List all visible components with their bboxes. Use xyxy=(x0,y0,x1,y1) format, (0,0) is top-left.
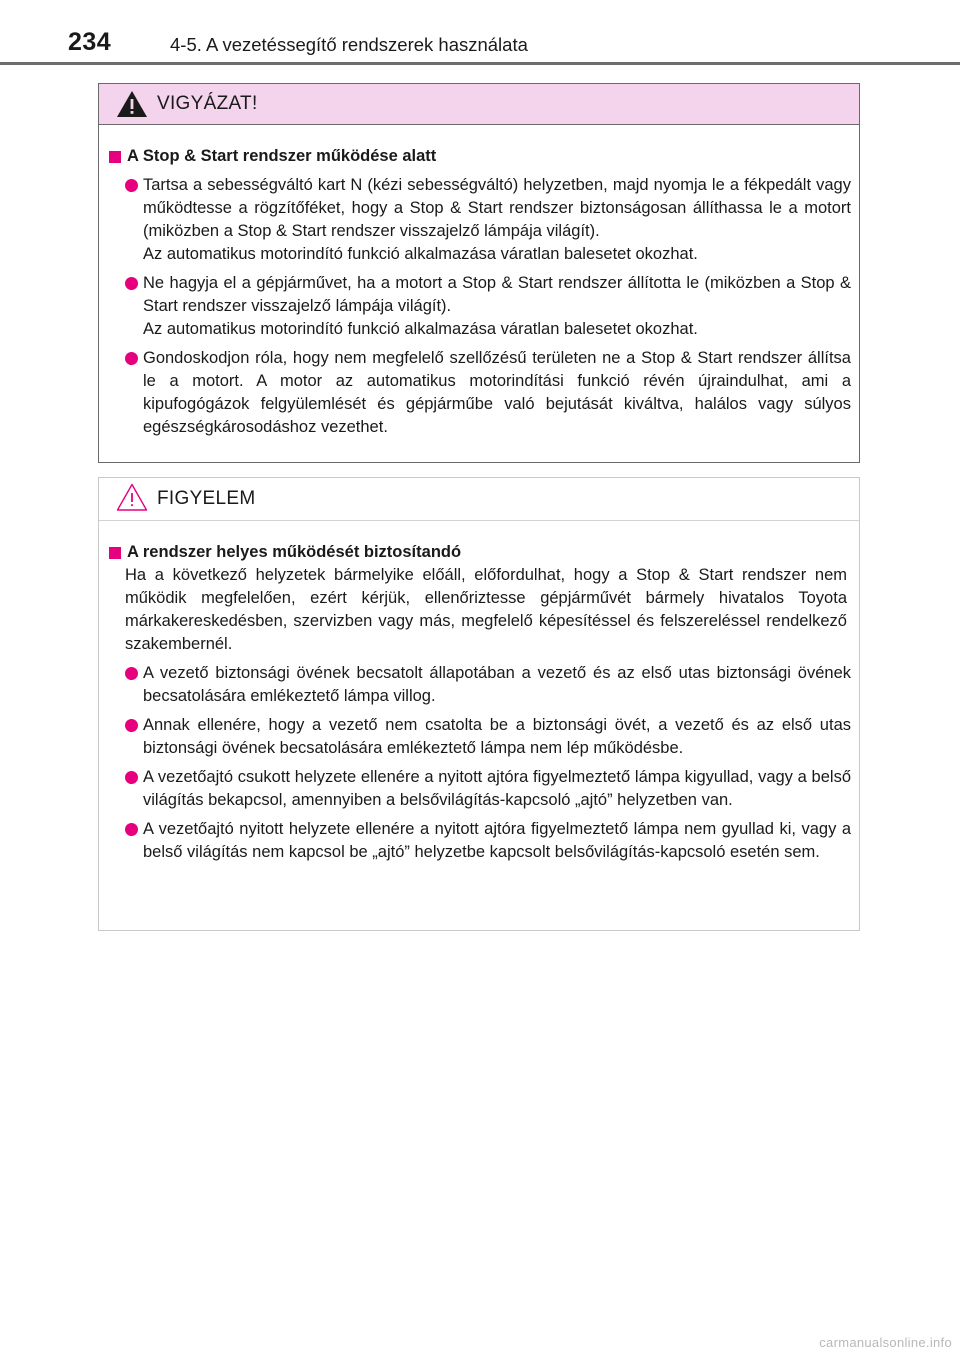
caution-bullet xyxy=(109,174,851,266)
caution-section-title: A Stop & Start rendszer működése alatt xyxy=(127,147,437,165)
caution-section-heading xyxy=(109,145,851,168)
caution-box xyxy=(98,83,860,463)
caution-header xyxy=(99,84,859,125)
notice-section-heading xyxy=(109,541,851,564)
notice-bullet-text: A vezetőajtó csukott helyzete ellenére a nyitott ajtóra figyelmeztető lámpa kigyullad, vagy a belső világítás bekapcsol, amennyiben a belsővilágítás-kapcsoló „ajtó” helyzetben van. xyxy=(143,768,851,809)
caution-bullet-note: Az automatikus motorindító funkció alkalmazása váratlan balesetet okozhat. xyxy=(143,245,698,263)
page-header xyxy=(0,0,960,66)
header-rule xyxy=(0,62,960,65)
caution-body xyxy=(99,125,859,439)
notice-bullet-text: A vezető biztonsági övének becsatolt állapotában a vezető és az első utas biztonsági övének becsatolására emlékeztető lámpa villog. xyxy=(143,664,851,705)
page-number: 234 xyxy=(68,28,112,56)
notice-bullet xyxy=(109,714,851,760)
notice-header xyxy=(99,478,859,521)
square-bullet-icon xyxy=(109,151,121,163)
notice-bullet xyxy=(109,766,851,812)
square-bullet-icon xyxy=(109,547,121,559)
circle-bullet-icon xyxy=(125,823,138,836)
notice-intro: Ha a következő helyzetek bármelyike előáll, előfordulhat, hogy a Stop & Start rendszer nem működik megfelelően, ezért kérjük, ellenőriztesse gépjárművét bármely hivatalos Toyota márkakereskedésben, szervizben vagy más, megfelelő képesítéssel és felszereléssel rendelkező szakembernél. xyxy=(125,566,847,653)
notice-box xyxy=(98,477,860,931)
circle-bullet-icon xyxy=(125,667,138,680)
caution-title: VIGYÁZAT! xyxy=(157,93,258,114)
warning-triangle-outline-icon xyxy=(115,482,149,512)
notice-bullet-text: Annak ellenére, hogy a vezető nem csatolta be a biztonsági övét, a vezető és az első utas biztonsági övének becsatolására emlékeztető lámpa nem lép működésbe. xyxy=(143,716,851,757)
caution-bullet-text: Ne hagyja el a gépjárművet, ha a motort a Stop & Start rendszer állította le (miközben a Stop & Start rendszer visszajelző lámpája világít). xyxy=(143,274,851,315)
notice-bullet-text: A vezetőajtó nyitott helyzete ellenére a nyitott ajtóra figyelmeztető lámpa nem gyullad ki, vagy a belső világítás nem kapcsol be „ajtó” helyzetbe kapcsolt belsővilágítás-kapcsoló esetén sem. xyxy=(143,820,851,861)
notice-bullet xyxy=(109,818,851,864)
caution-bullet xyxy=(109,347,851,439)
caution-bullet-note: Az automatikus motorindító funkció alkalmazása váratlan balesetet okozhat. xyxy=(143,320,698,338)
circle-bullet-icon xyxy=(125,771,138,784)
chapter-title: 4-5. A vezetéssegítő rendszerek használata xyxy=(170,34,528,55)
watermark[interactable]: carmanualsonline.info xyxy=(819,1335,952,1350)
circle-bullet-icon xyxy=(125,179,138,192)
notice-bullet xyxy=(109,662,851,708)
caution-bullet-text: Gondoskodjon róla, hogy nem megfelelő szellőzésű területen ne a Stop & Start rendszer állítsa le a motort. A motor az automatikus motorindítási funkció révén újraindulhat, ami a kipufogógázok felgyülemlését és gépjárműbe való bejutását kiváltva, halálos vagy súlyos egészségkárosodáshoz vezethet. xyxy=(143,349,851,436)
notice-section-title: A rendszer helyes működését biztosítandó xyxy=(127,543,462,561)
circle-bullet-icon xyxy=(125,277,138,290)
caution-bullet xyxy=(109,272,851,341)
circle-bullet-icon xyxy=(125,352,138,365)
caution-bullet-text: Tartsa a sebességváltó kart N (kézi sebességváltó) helyzetben, majd nyomja le a fékpedált vagy működtesse a rögzítőféket, hogy a Stop & Start rendszer biztonságosan állíthassa le a motort (miközben a Stop & Start rendszer visszajelző lámpája világít). xyxy=(143,176,851,240)
circle-bullet-icon xyxy=(125,719,138,732)
notice-title: FIGYELEM xyxy=(157,488,256,509)
notice-body xyxy=(99,521,859,864)
warning-triangle-icon xyxy=(115,89,149,119)
